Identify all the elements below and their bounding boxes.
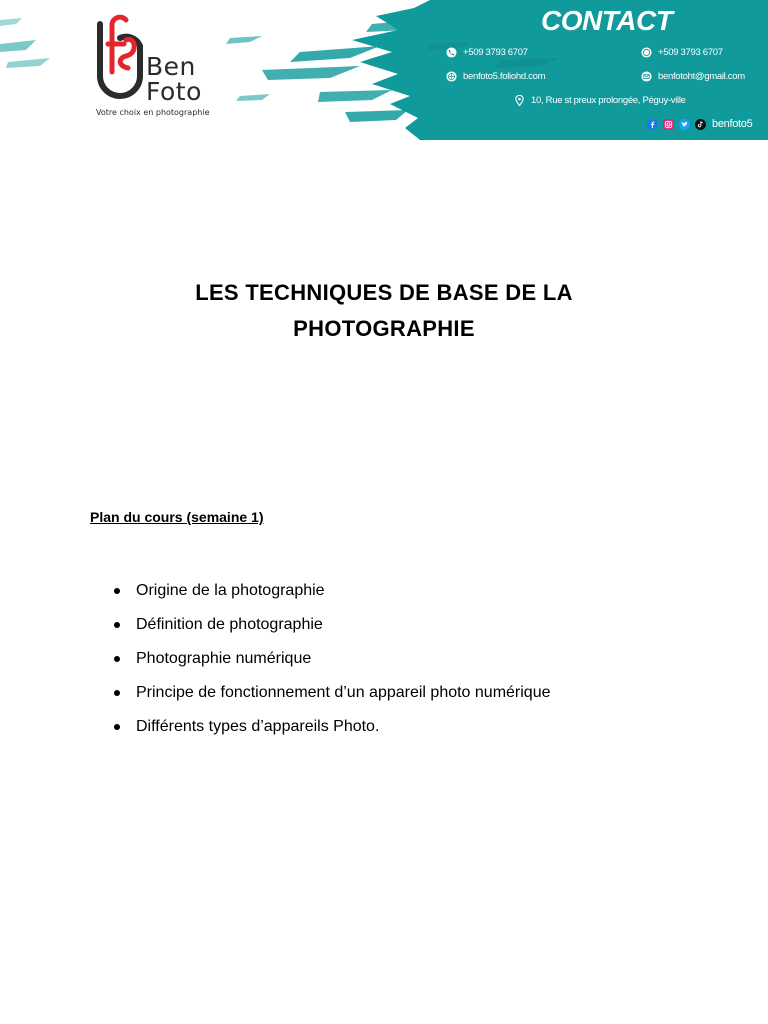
website-url: benfoto5.foliohd.com xyxy=(463,71,546,82)
mail-icon xyxy=(641,71,652,82)
logo-mark-icon xyxy=(90,10,150,110)
list-item-text: Principe de fonctionnement d’un appareil photo numérique xyxy=(136,684,551,701)
list-item xyxy=(112,716,551,750)
postal-address: 10, Rue st preux prolongée, Péguy-ville xyxy=(531,95,686,106)
plan-heading: Plan du cours (semaine 1) xyxy=(90,509,264,525)
bullet-icon xyxy=(114,690,120,696)
website-line xyxy=(446,71,545,82)
facebook-icon[interactable] xyxy=(647,119,658,130)
list-item-text: Photographie numérique xyxy=(136,650,312,667)
bullet-icon xyxy=(114,724,120,730)
tiktok-icon[interactable] xyxy=(695,119,706,130)
address-line xyxy=(514,95,686,106)
social-links xyxy=(647,118,752,130)
brand-name: Ben Foto xyxy=(146,52,202,106)
location-pin-icon xyxy=(514,95,525,106)
twitter-icon[interactable] xyxy=(679,119,690,130)
email-line xyxy=(641,71,745,82)
phone-line-left xyxy=(446,47,528,58)
brand-tagline: Votre choix en photographie xyxy=(96,108,210,117)
course-outline-list xyxy=(112,580,551,750)
list-item-text: Différents types d’appareils Photo. xyxy=(136,718,380,735)
bullet-icon xyxy=(114,656,120,662)
instagram-icon[interactable] xyxy=(663,119,674,130)
list-item xyxy=(112,648,551,682)
phone-number: +509 3793 6707 xyxy=(463,47,528,58)
phone-line-right xyxy=(641,47,723,58)
bullet-icon xyxy=(114,622,120,628)
phone-icon xyxy=(446,47,457,58)
list-item-text: Origine de la photographie xyxy=(136,582,325,599)
list-item xyxy=(112,580,551,614)
social-handle[interactable]: benfoto5 xyxy=(712,118,753,130)
globe-icon xyxy=(446,71,457,82)
list-item-text: Définition de photographie xyxy=(136,616,323,633)
document-title: LES TECHNIQUES DE BASE DE LA PHOTOGRAPHIE xyxy=(195,280,573,341)
bullet-icon xyxy=(114,588,120,594)
email-address: benfotoht@gmail.com xyxy=(658,71,745,82)
list-item xyxy=(112,614,551,648)
whatsapp-icon xyxy=(641,47,652,58)
letterhead-banner xyxy=(0,0,768,142)
contact-heading: CONTACT xyxy=(541,5,673,36)
whatsapp-number: +509 3793 6707 xyxy=(658,47,723,58)
list-item xyxy=(112,682,551,716)
benfoto-logo xyxy=(90,10,250,125)
